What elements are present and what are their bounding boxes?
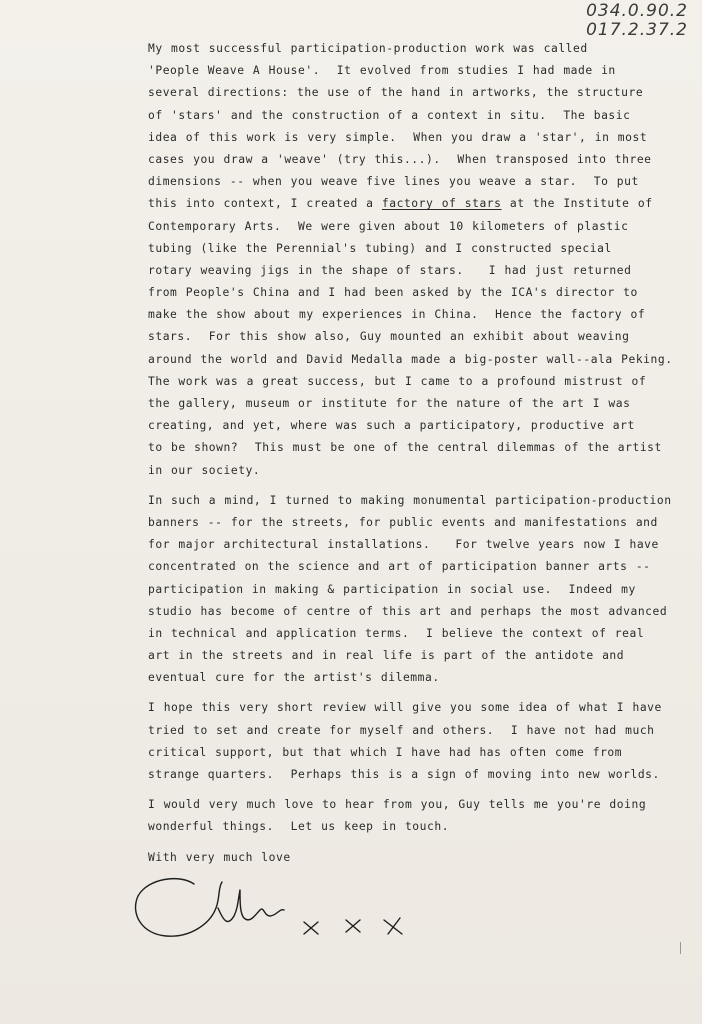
closing-block	[148, 847, 678, 869]
text-line: tubing (like the Perennial's tubing) and I constructed special	[148, 241, 612, 255]
text-line: in our society.	[148, 463, 261, 477]
paragraph	[148, 490, 678, 690]
text-line: banners -- for the streets, for public events and manifestations and	[148, 515, 658, 529]
text-line: dimensions -- when you weave five lines you weave a star. To put	[148, 175, 639, 189]
text-line: critical support, but that which I have had has often come from	[148, 745, 623, 759]
text-line: stars. For this show also, Guy mounted an exhibit about weaving	[148, 330, 630, 344]
text-line: make the show about my experiences in China. Hence the factory of	[148, 308, 646, 322]
text-line: tried to set and create for myself and others. I have not had much	[148, 723, 655, 737]
text-line: eventual cure for the artist's dilemma.	[148, 671, 440, 685]
text-segment: at the Institute of	[501, 197, 653, 211]
text-line: creating, and yet, where was such a participatory, productive art	[148, 419, 635, 433]
text-line: My most successful participation-production work was called	[148, 42, 588, 55]
archive-reference-numbers	[586, 2, 688, 40]
underlined-phrase: factory of stars	[381, 197, 502, 211]
text-line: of 'stars' and the construction of a context in situ. The basic	[148, 108, 631, 122]
reference-number: 017.2.37.2	[586, 20, 688, 40]
text-line: the gallery, museum or institute for the nature of the art I was	[148, 397, 631, 410]
closing-line: With very much love	[148, 850, 291, 864]
text-segment: this into context, I created a	[148, 197, 382, 211]
page-edge-mark	[680, 942, 681, 954]
text-line: studio has become of centre of this art and perhaps the most advanced	[148, 604, 668, 618]
text-line	[148, 193, 678, 215]
text-line: in technical and application terms. I believe the context of real	[148, 626, 645, 640]
text-line: rotary weaving jigs in the shape of stars. I had just returned	[148, 263, 632, 277]
paragraph	[148, 38, 678, 482]
text-line: wonderful things. Let us keep in touch.	[148, 820, 450, 834]
text-line: art in the streets and in real life is part of the antidote and	[148, 649, 625, 663]
letter-body	[148, 38, 678, 869]
text-line: strange quarters. Perhaps this is a sign of moving into new worlds.	[148, 768, 660, 781]
handwritten-signature	[132, 872, 432, 952]
text-line: for major architectural installations. For twelve years now I have	[148, 538, 659, 552]
text-line: from People's China and I had been asked by the ICA's director to	[148, 286, 638, 300]
text-line: concentrated on the science and art of participation banner arts --	[148, 560, 651, 574]
text-line: 'People Weave A House'. It evolved from studies I had made in	[148, 64, 616, 78]
text-line: to be shown? This must be one of the central dilemmas of the artist	[148, 441, 662, 455]
text-line: I would very much love to hear from you, Guy tells me you're doing	[148, 798, 647, 812]
text-line: In such a mind, I turned to making monumental participation-production	[148, 493, 672, 507]
reference-number: 034.0.90.2	[586, 1, 688, 21]
text-line: idea of this work is very simple. When you draw a 'star', in most	[148, 130, 648, 144]
text-line: around the world and David Medalla made a big-poster wall--ala Peking.	[148, 352, 673, 366]
text-line: several directions: the use of the hand in artworks, the structure	[148, 86, 644, 100]
text-line: cases you draw a 'weave' (try this...). When transposed into three	[148, 152, 652, 166]
paragraph	[148, 697, 678, 786]
text-line: The work was a great success, but I came to a profound mistrust of	[148, 374, 647, 388]
text-line: I hope this very short review will give you some idea of what I have	[148, 701, 662, 715]
text-line: Contemporary Arts. We were given about 10 kilometers of plastic	[148, 219, 629, 233]
text-line: participation in making & participation in social use. Indeed my	[148, 582, 636, 596]
paragraph	[148, 794, 678, 838]
